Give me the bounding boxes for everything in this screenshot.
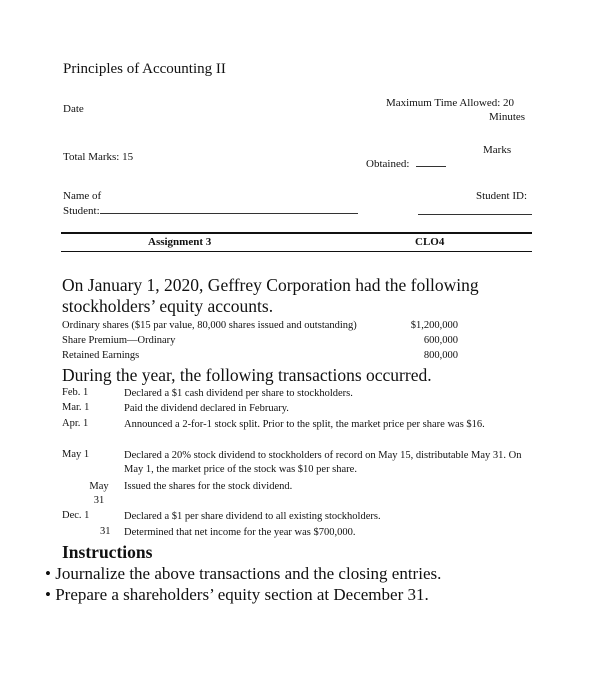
transaction-desc: Announced a 2-for-1 stock split. Prior to the split, the market price per share was $16. — [124, 419, 485, 430]
intro-line2: stockholders’ equity accounts. — [62, 296, 274, 316]
transaction-date: May 31 — [89, 481, 109, 506]
name-label-line1: Name of — [63, 190, 102, 202]
transaction-date: Apr. 1 — [62, 418, 89, 429]
marks-label: Marks — [483, 144, 512, 156]
instruction-text: Journalize the above transactions and the closing entries. — [55, 564, 442, 583]
time-allowed-line2: Minutes — [489, 111, 526, 123]
intro-line1: On January 1, 2020, Geffrey Corporation had the following — [62, 275, 479, 295]
transaction-desc: Declared a 20% stock dividend to stockholders of record on May 15, distributable May 31. On May 1, the market price of the stock was $10 per share. — [124, 450, 522, 475]
bullet-icon: • — [45, 564, 51, 583]
account-name: Ordinary shares ($15 par value, 80,000 shares issued and outstanding) — [62, 320, 357, 331]
student-id-field[interactable] — [418, 214, 532, 215]
account-name: Retained Earnings — [62, 350, 140, 361]
assignment-title: Assignment 3 — [148, 236, 212, 248]
transaction-desc: Declared a $1 cash dividend per share to stockholders. — [124, 388, 353, 399]
clo-label: CLO4 — [415, 236, 445, 248]
course-title: Principles of Accounting II — [63, 61, 226, 77]
student-name-row — [63, 204, 358, 217]
student-id-label: Student ID: — [476, 190, 528, 202]
transaction-date: 31 — [100, 526, 111, 537]
list-item — [45, 585, 429, 605]
transaction-date: Dec. 1 — [62, 510, 90, 521]
obtained-field[interactable] — [416, 157, 446, 167]
instruction-text: Prepare a shareholders’ equity section at December 31. — [55, 585, 429, 604]
transaction-desc: Issued the shares for the stock dividend. — [124, 481, 293, 492]
bullet-icon: • — [45, 585, 51, 604]
divider-bottom — [61, 251, 532, 252]
obtained-label: Obtained: — [366, 158, 410, 170]
divider-top — [61, 232, 532, 234]
name-label-line2: Student: — [63, 205, 100, 217]
list-item — [45, 564, 441, 584]
time-allowed-line1: Maximum Time Allowed: 20 — [386, 97, 515, 109]
transaction-date: Mar. 1 — [62, 402, 90, 413]
account-amount: 800,000 — [423, 350, 458, 361]
transaction-desc: Declared a $1 per share dividend to all existing stockholders. — [124, 511, 381, 522]
total-marks: Total Marks: 15 — [63, 151, 134, 163]
transaction-date: Feb. 1 — [62, 387, 89, 398]
transaction-desc: Determined that net income for the year was $700,000. — [124, 527, 356, 538]
during-year-heading: During the year, the following transactions occurred. — [62, 365, 432, 385]
student-name-field[interactable] — [100, 204, 358, 214]
marks-obtained — [366, 157, 446, 170]
instructions-title: Instructions — [62, 542, 153, 562]
transaction-desc: Paid the dividend declared in February. — [124, 403, 289, 414]
date-label: Date — [63, 103, 84, 115]
account-name: Share Premium—Ordinary — [62, 335, 176, 346]
transaction-date: May 1 — [62, 449, 90, 460]
account-amount: 600,000 — [423, 335, 458, 346]
account-amount: $1,200,000 — [410, 320, 458, 331]
